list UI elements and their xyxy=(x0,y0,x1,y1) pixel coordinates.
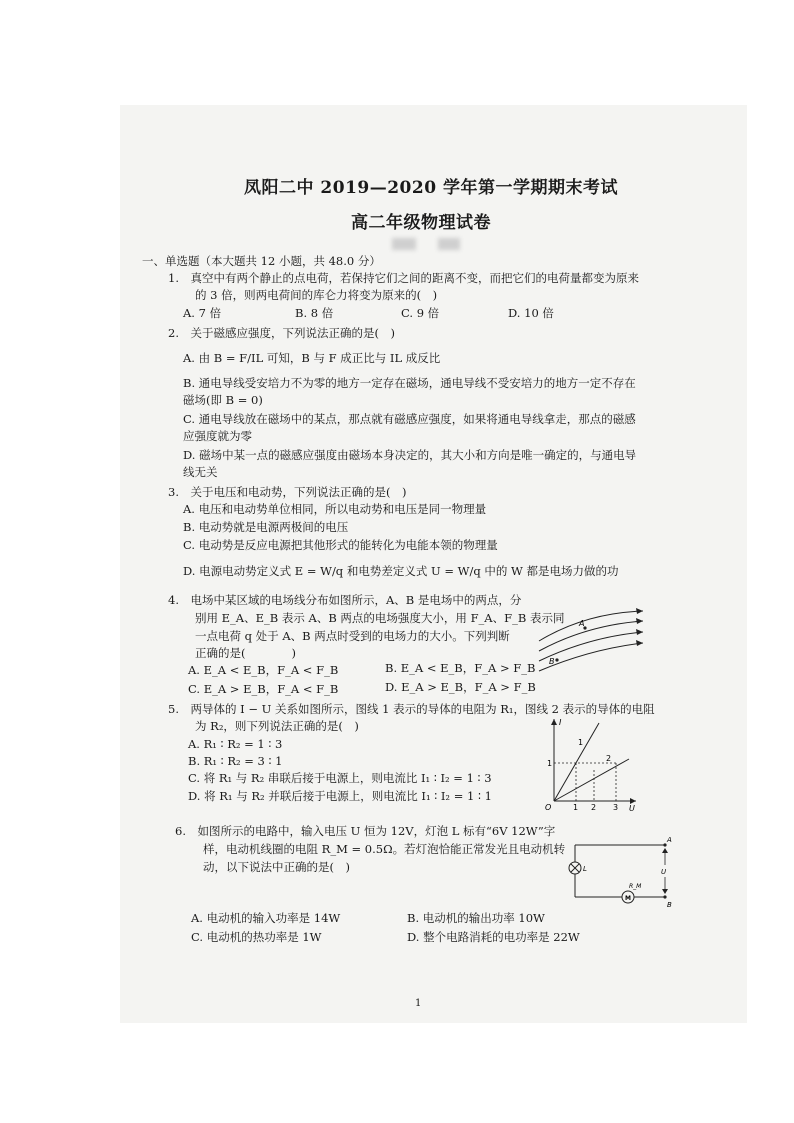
q4-option-c: C. E_A > E_B，F_A < F_B xyxy=(188,682,339,696)
origin-label: O xyxy=(545,803,552,811)
q6-stem: 6. 如图所示的电路中，输入电压 U 恒为 12V，灯泡 L 标有“6V 12W”字 xyxy=(175,824,556,838)
q3-option-d: D. 电源电动势定义式 E = W/q 和电势差定义式 U = W/q 中的 W 都是电场力做的功 xyxy=(183,564,619,578)
q1-option-b: B. 8 倍 xyxy=(295,306,334,320)
q3-option-a: A. 电压和电动势单位相同，所以电动势和电压是同一物理量 xyxy=(183,502,487,516)
exam-subtitle: 高二年级物理试卷 xyxy=(351,213,491,233)
q2-option-d: D. 磁场中某一点的磁感应强度由磁场本身决定的，其大小和方向是唯一确定的，与通电导 xyxy=(183,448,637,462)
axis-label-i: I xyxy=(559,718,562,727)
q3-stem: 3. 关于电压和电动势，下列说法正确的是( ) xyxy=(168,485,407,499)
field-label-a: A xyxy=(579,619,585,628)
point-b xyxy=(555,658,558,661)
q4-stem: 一点电荷 q 处于 A、B 两点时受到的电场力的大小。下列判断 xyxy=(195,629,510,643)
tick-label-x2: 2 xyxy=(591,803,597,811)
q5-stem: 为 R₂，则下列说法正确的是( ) xyxy=(195,719,359,733)
line-label-1: 1 xyxy=(578,738,584,747)
q4-stem: 别用 E_A、E_B 表示 A、B 两点的电场强度大小，用 F_A、F_B 表示同 xyxy=(195,611,565,625)
field-label-b: B xyxy=(549,657,555,666)
circuit-label-a: A xyxy=(667,836,672,844)
q4-stem: 4. 电场中某区域的电场线分布如图所示，A、B 是电场中的两点，分 xyxy=(168,593,522,607)
q1-option-a: A. 7 倍 xyxy=(183,306,222,320)
q1-option-d: D. 10 倍 xyxy=(508,306,554,320)
electric-field-figure xyxy=(535,605,647,675)
q6-option-d: D. 整个电路消耗的电功率是 22W xyxy=(407,930,580,944)
q6-stem: 动，以下说法中正确的是( ) xyxy=(203,860,350,874)
redacted-mark xyxy=(438,238,460,250)
axis-label-u: U xyxy=(629,804,635,811)
line-label-2: 2 xyxy=(606,754,612,763)
tick-label-x3: 3 xyxy=(613,803,619,811)
q6-option-c: C. 电动机的热功率是 1W xyxy=(191,930,322,944)
q6-option-b: B. 电动机的输出功率 10W xyxy=(407,911,545,925)
q2-option-b: B. 通电导线受安培力不为零的地方一定存在磁场，通电导线不受安培力的地方一定不存在 xyxy=(183,376,636,390)
q5-option-a: A. R₁ ∶ R₂ = 1 ∶ 3 xyxy=(188,737,283,751)
tick-label-x1: 1 xyxy=(573,803,579,811)
circuit-label-b: B xyxy=(667,901,672,909)
q4-stem: 正确的是( ) xyxy=(195,646,296,660)
q3-option-c: C. 电动势是反应电源把其他形式的能转化为电能本领的物理量 xyxy=(183,538,498,552)
q1-option-c: C. 9 倍 xyxy=(401,306,440,320)
motor-label-m: M xyxy=(625,895,631,902)
q5-stem: 5. 两导体的 I − U 关系如图所示，图线 1 表示的导体的电阻为 R₁，图线 2 表示的导体的电阻 xyxy=(168,702,655,716)
q2-option-b-cont: 磁场(即 B = 0) xyxy=(183,393,263,407)
q2-option-c: C. 通电导线放在磁场中的某点，那点就有磁感应强度，如果将通电导线拿走，那点的磁感 xyxy=(183,412,636,426)
circuit-figure xyxy=(565,833,675,909)
q4-option-d: D. E_A > E_B，F_A > F_B xyxy=(385,680,536,694)
exam-page xyxy=(120,105,747,1023)
circuit-label-u: U xyxy=(661,868,667,876)
tick-label-y1: 1 xyxy=(547,759,553,768)
q6-option-a: A. 电动机的输入功率是 14W xyxy=(191,911,341,925)
exam-title: 凤阳二中 2019—2020 学年第一学期期末考试 xyxy=(244,178,618,198)
q5-option-d: D. 将 R₁ 与 R₂ 并联后接于电源上，则电流比 I₁ ∶ I₂ = 1 ∶ 1 xyxy=(188,789,492,803)
q2-option-c-cont: 应强度就为零 xyxy=(183,429,252,443)
iu-graph-figure xyxy=(544,715,640,811)
terminal-b xyxy=(663,895,666,898)
circuit-label-l: L xyxy=(583,865,587,873)
q6-stem: 样，电动机线圈的电阻 R_M = 0.5Ω。若灯泡恰能正常发光且电动机转 xyxy=(203,842,566,856)
q5-option-b: B. R₁ ∶ R₂ = 3 ∶ 1 xyxy=(188,754,283,768)
q1-stem: 的 3 倍，则两电荷间的库仑力将变为原来的( ) xyxy=(195,288,438,302)
circuit-label-rm: R_M xyxy=(629,883,642,890)
q2-option-a: A. 由 B = F/IL 可知，B 与 F 成正比与 IL 成反比 xyxy=(183,351,441,365)
q3-option-b: B. 电动势就是电源两极间的电压 xyxy=(183,520,349,534)
page-number: 1 xyxy=(415,998,422,1009)
q4-option-b: B. E_A < E_B，F_A > F_B xyxy=(385,661,536,675)
q4-option-a: A. E_A < E_B，F_A < F_B xyxy=(188,663,339,677)
q5-option-c: C. 将 R₁ 与 R₂ 串联后接于电源上，则电流比 I₁ ∶ I₂ = 1 ∶ 3 xyxy=(188,771,492,785)
q1-stem: 1. 真空中有两个静止的点电荷，若保持它们之间的距离不变，而把它们的电荷量都变为原来 xyxy=(168,271,639,285)
redacted-mark xyxy=(392,238,416,250)
q2-stem: 2. 关于磁感应强度，下列说法正确的是( ) xyxy=(168,326,395,340)
section-heading: 一、单选题（本大题共 12 小题，共 48.0 分） xyxy=(142,254,381,268)
q2-option-d-cont: 线无关 xyxy=(183,465,218,479)
